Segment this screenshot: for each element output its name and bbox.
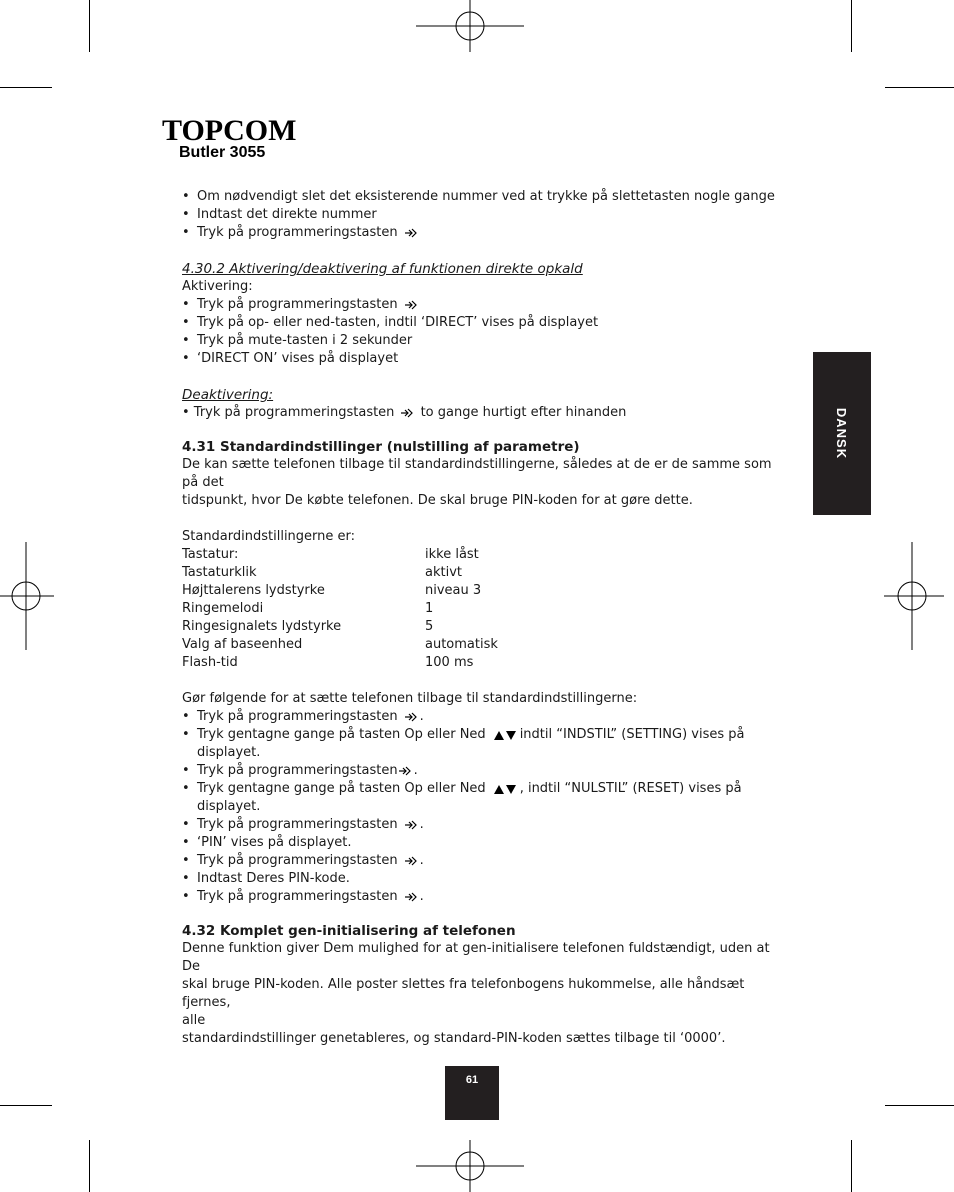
defaults-key: Flash-tid [182,655,238,670]
procedure-label: Gør følgende for at sætte telefonen tilbage til standardindstillingerne: [182,691,638,706]
defaults-row [182,618,782,636]
crop-mark [0,1105,52,1106]
defaults-value: niveau 3 [425,583,482,598]
list-item: • Tryk på op- eller ned-tasten, indtil ‘DIRECT’ vises på displayet [182,314,782,332]
defaults-row [182,546,782,564]
crop-mark [89,1140,90,1192]
list-item [182,852,782,870]
defaults-row [182,582,782,600]
paragraph-line: tidspunkt, hvor De købte telefonen. De skal bruge PIN-koden for at gøre dette. [182,493,693,508]
deactivation-text: to gange hurtigt efter hinanden [420,405,627,420]
defaults-row [182,600,782,618]
defaults-key: Ringemelodi [182,601,264,616]
up-down-arrows-icon [494,730,516,740]
list-item-text: Tryk på programmeringstasten [197,225,398,240]
up-down-arrows-icon [494,784,516,794]
list-item-text: . [419,853,424,868]
list-item [182,726,782,762]
programming-key-icon [398,765,412,777]
list-item [182,762,782,780]
defaults-label: Standardindstillingerne er: [182,529,356,544]
list-item-text: Tryk på programmeringstasten [197,817,398,832]
defaults-row [182,564,782,582]
brand-logo-text: TOPCOM [162,114,297,147]
list-item-text: Tryk på programmeringstasten [197,889,398,904]
defaults-key: Ringesignalets lydstyrke [182,619,342,634]
subsection-title: 4.30.2 Aktivering/deaktivering af funktionen direkte opkald [182,261,583,277]
deactivation-text: • Tryk på programmeringstasten [182,405,395,420]
paragraph-line: standardindstillinger genetableres, og standard-PIN-koden sættes tilbage til ‘0000’. [182,1031,726,1046]
page-number: 61 [465,1074,479,1086]
defaults-row [182,654,782,672]
programming-key-icon [404,819,418,831]
registration-mark-bottom [416,1140,524,1192]
defaults-key: Højttalerens lydstyrke [182,583,325,598]
deactivation-step [182,404,782,422]
section-title: 4.32 Komplet gen-initialisering af telefonen [182,923,516,939]
paragraph-line: De kan sætte telefonen tilbage til standardindstillingerne, således at de er de samme som på det [182,457,772,490]
registration-mark-top [416,0,524,52]
list-item-text: Tryk gentagne gange på tasten Op eller Ned [197,781,486,796]
programming-key-icon [404,299,418,311]
list-item-text: indtil “INDSTIL” (SETTING) vises på displayet. [197,727,745,760]
list-item-continuation: displayet. [197,799,261,814]
registration-mark-left [0,542,54,650]
defaults-value: 100 ms [425,655,474,670]
list-item: • Om nødvendigt slet det eksisterende nummer ved at trykke på slettetasten nogle gange [182,188,782,206]
crop-mark [885,87,954,88]
activation-label: Aktivering: [182,279,253,294]
list-item [182,296,782,314]
page-number-box [445,1066,499,1120]
crop-mark [885,1105,954,1106]
list-item-text: , indtil “NULSTIL” (RESET) vises på [519,781,742,796]
language-tab-label-wrap [813,352,871,515]
page-content [182,188,782,1048]
paragraph-line: Denne funktion giver Dem mulighed for at gen-initialisere telefonen fuldstændigt, uden at De [182,941,770,974]
programming-key-icon [404,855,418,867]
list-item: • Indtast det direkte nummer [182,206,782,224]
list-item [182,708,782,726]
model-name: Butler 3055 [179,144,266,161]
crop-mark [89,0,90,52]
crop-mark [851,1140,852,1192]
paragraph-line: skal bruge PIN-koden. Alle poster slettes fra telefonbogens hukommelse, alle håndsæt fjernes, [182,977,745,1010]
registration-mark-right [884,542,944,650]
defaults-key: Valg af baseenhed [182,637,303,652]
defaults-value: aktivt [425,565,462,580]
programming-key-icon [404,891,418,903]
defaults-key: Tastaturklik [182,565,257,580]
list-item: • Tryk på mute-tasten i 2 sekunder [182,332,782,350]
list-item-text: . [419,709,424,724]
defaults-value: 1 [425,601,434,616]
deactivation-label: Deaktivering: [182,387,274,403]
list-item [182,888,782,906]
language-tab-label: DANSK [834,407,850,460]
list-item: • ‘DIRECT ON’ vises på displayet [182,350,782,368]
list-item [182,816,782,834]
programming-key-icon [404,227,418,239]
list-item [182,780,782,798]
defaults-row [182,636,782,654]
crop-mark [0,87,52,88]
defaults-value: ikke låst [425,547,479,562]
list-item-text: . [413,763,418,778]
crop-mark [851,0,852,52]
list-item [182,224,782,242]
brand-logo [162,114,297,148]
paragraph-line: alle [182,1013,206,1028]
defaults-value: automatisk [425,637,498,652]
list-item: • ‘PIN’ vises på displayet. [182,834,782,852]
list-item-text: . [419,817,424,832]
list-item: • Indtast Deres PIN-kode. [182,870,782,888]
list-item-text: . [419,889,424,904]
programming-key-icon [404,711,418,723]
list-item-text: Tryk gentagne gange på tasten Op eller Ned [197,727,486,742]
list-item-text: Tryk på programmeringstasten [197,709,398,724]
section-title: 4.31 Standardindstillinger (nulstilling af parametre) [182,439,580,455]
list-item-text: Tryk på programmeringstasten [197,853,398,868]
defaults-value: 5 [425,619,434,634]
defaults-key: Tastatur: [182,547,239,562]
programming-key-icon [400,407,414,419]
list-item-text: Tryk på programmeringstasten [197,763,398,778]
list-item-text: Tryk på programmeringstasten [197,297,398,312]
